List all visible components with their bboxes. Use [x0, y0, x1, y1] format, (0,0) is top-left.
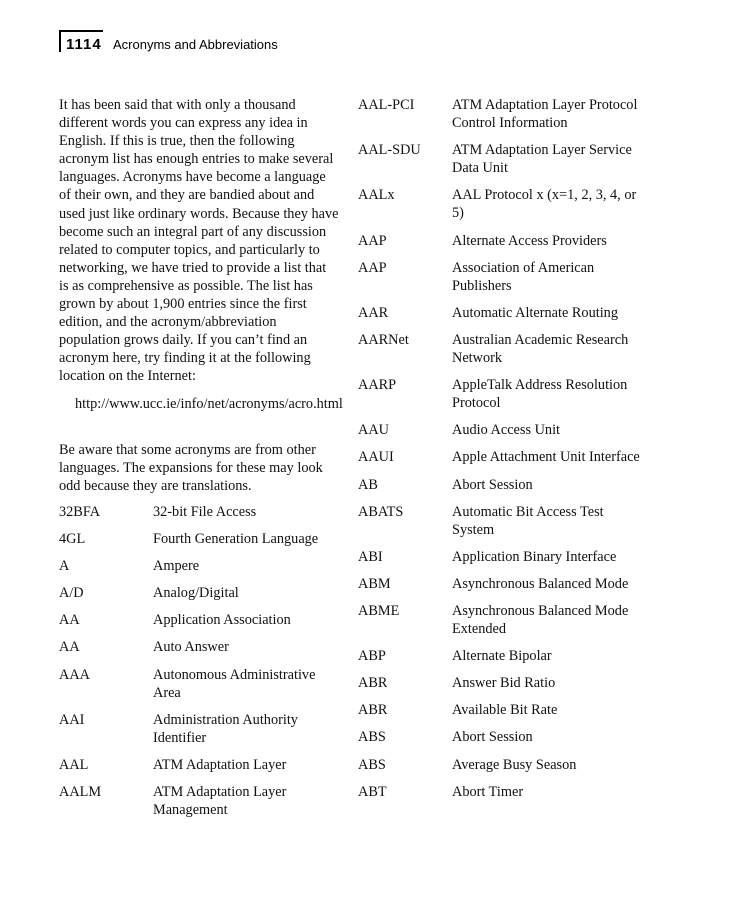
acronym-expansion: Australian Academic Research Network — [452, 331, 629, 367]
acronym-abbreviation: A/D — [59, 585, 84, 602]
acronym-entry — [358, 304, 658, 322]
acronym-expansion: Automatic Alternate Routing — [452, 304, 618, 321]
acronym-expansion: Abort Timer — [452, 783, 524, 800]
acronym-abbreviation: ABR — [358, 702, 388, 719]
acronym-expansion: Auto Answer — [153, 639, 229, 656]
acronym-expansion: Alternate Access Providers — [452, 232, 607, 249]
acronym-entry — [358, 331, 658, 367]
acronym-expansion: Administration Authority Identifier — [153, 711, 298, 746]
acronym-expansion: Alternate Bipolar — [452, 648, 552, 665]
acronym-expansion: ATM Adaptation Layer Service Data Unit — [452, 142, 632, 177]
acronym-entry — [59, 638, 344, 656]
acronym-list-right — [358, 96, 658, 810]
acronym-abbreviation: A — [59, 558, 70, 575]
acronym-expansion: Fourth Generation Language — [153, 531, 319, 548]
acronym-entry — [358, 783, 658, 801]
acronym-entry — [358, 548, 658, 566]
acronym-entry — [59, 756, 344, 774]
acronym-entry — [358, 476, 658, 494]
acronym-expansion: Application Association — [153, 612, 291, 629]
acronym-expansion: Apple Attachment Unit Interface — [452, 449, 640, 466]
acronym-abbreviation: AA — [59, 639, 80, 656]
acronym-abbreviation: AA — [59, 612, 80, 629]
acronym-entry — [358, 376, 658, 412]
acronym-entry — [59, 611, 344, 629]
translation-note: Be aware that some acronyms are from other languages. The expansions for these may look odd because they are translations. — [59, 442, 323, 495]
acronym-abbreviation: 32BFA — [59, 504, 101, 520]
acronym-entry — [358, 674, 658, 692]
acronym-abbreviation: AAUI — [358, 449, 394, 466]
acronym-entry — [358, 701, 658, 719]
acronym-entry — [358, 756, 658, 774]
acronym-expansion: AAL Protocol x (x=1, 2, 3, 4, or 5) — [452, 187, 637, 222]
acronym-abbreviation: ABATS — [358, 503, 404, 520]
page-number: 1114 — [66, 36, 102, 53]
acronym-expansion: AppleTalk Address Resolution Protocol — [452, 377, 628, 412]
running-header-title: Acronyms and Abbreviations — [113, 37, 278, 52]
acronym-abbreviation: AAL-SDU — [358, 142, 421, 159]
acronym-entry — [358, 448, 658, 466]
acronym-expansion: ATM Adaptation Layer Protocol Control Information — [452, 97, 638, 132]
acronym-abbreviation: AAI — [59, 711, 85, 728]
acronym-entry — [358, 232, 658, 250]
acronym-entry — [358, 728, 658, 746]
acronym-abbreviation: AB — [358, 476, 378, 493]
acronym-abbreviation: AAU — [358, 422, 389, 439]
acronym-abbreviation: AAP — [358, 259, 387, 276]
acronym-list-left — [59, 503, 344, 828]
acronym-abbreviation: AARNet — [358, 331, 409, 348]
acronym-expansion: Abort Session — [452, 476, 533, 493]
acronym-abbreviation: AALx — [358, 187, 395, 204]
acronym-abbreviation: ABME — [358, 602, 400, 619]
acronym-expansion: Average Busy Season — [452, 756, 577, 773]
acronym-expansion: Abort Session — [452, 729, 533, 746]
acronym-abbreviation: ABI — [358, 548, 383, 565]
acronym-abbreviation: AAR — [358, 304, 389, 321]
acronym-entry — [59, 783, 344, 819]
acronym-entry — [358, 96, 658, 132]
acronym-expansion: 32-bit File Access — [153, 504, 257, 520]
acronym-entry — [59, 530, 344, 548]
acronym-abbreviation: AAL — [59, 756, 89, 773]
acronym-entry — [358, 575, 658, 593]
acronym-abbreviation: ABM — [358, 575, 391, 592]
acronym-abbreviation: ABT — [358, 783, 387, 800]
header-rule-vertical — [59, 30, 61, 52]
acronym-abbreviation: AAP — [358, 232, 387, 249]
acronym-abbreviation: ABS — [358, 756, 386, 773]
acronym-expansion: Automatic Bit Access Test System — [452, 503, 604, 538]
acronym-expansion: Answer Bid Ratio — [452, 675, 556, 692]
acronym-expansion: Autonomous Administrative Area — [153, 666, 316, 701]
acronym-entry — [358, 186, 658, 222]
acronym-abbreviation: ABS — [358, 729, 386, 746]
acronym-expansion: Audio Access Unit — [452, 422, 561, 439]
acronym-expansion: ATM Adaptation Layer — [153, 756, 287, 773]
acronym-abbreviation: 4GL — [59, 531, 86, 548]
acronym-abbreviation: ABR — [358, 675, 388, 692]
acronym-abbreviation: AAL-PCI — [358, 97, 415, 113]
intro-paragraph — [59, 96, 339, 386]
intro-text: It has been said that with only a thousand different words you can express any idea in English. If this is true, then the following acronym list has enough entries to make several languages. Acronyms have become a language of their own, and they are bandied about and used just like ordinary words. Because they have become such an integral part of any discussion related to computer topics, and particularly to networking, we have tried to provide a list that is as comprehensive as possible. The list has grown by about 1,900 entries since the first edition, and the acronym/abbreviation population grows daily. If you can’t find an acronym here, try finding it at the following location on the Internet: — [59, 97, 339, 385]
acronym-entry — [358, 259, 658, 295]
acronym-abbreviation: AAA — [59, 666, 90, 683]
acronym-abbreviation: ABP — [358, 648, 386, 665]
acronym-entry — [358, 503, 658, 539]
acronym-expansion: ATM Adaptation Layer Management — [153, 784, 287, 819]
acronym-expansion: Available Bit Rate — [452, 702, 558, 719]
acronym-entry — [358, 602, 658, 638]
acronym-url: http://www.ucc.ie/info/net/acronyms/acro.html — [75, 396, 343, 412]
acronym-expansion: Application Binary Interface — [452, 548, 617, 565]
acronym-abbreviation: AALM — [59, 784, 102, 801]
acronym-entry — [59, 557, 344, 575]
acronym-entry — [358, 421, 658, 439]
acronym-entry — [358, 647, 658, 665]
header-rule-horizontal — [59, 30, 103, 32]
acronym-entry — [59, 503, 344, 521]
acronym-entry — [59, 711, 344, 747]
acronym-entry — [59, 666, 344, 702]
acronym-expansion: Analog/Digital — [153, 585, 239, 602]
acronym-expansion: Asynchronous Balanced Mode — [452, 575, 629, 592]
acronym-entry — [358, 141, 658, 177]
acronym-abbreviation: AARP — [358, 377, 397, 394]
acronym-expansion: Association of American Publishers — [452, 259, 595, 294]
acronym-expansion: Asynchronous Balanced Mode Extended — [452, 602, 629, 638]
acronym-expansion: Ampere — [153, 558, 200, 575]
acronym-entry — [59, 584, 344, 602]
